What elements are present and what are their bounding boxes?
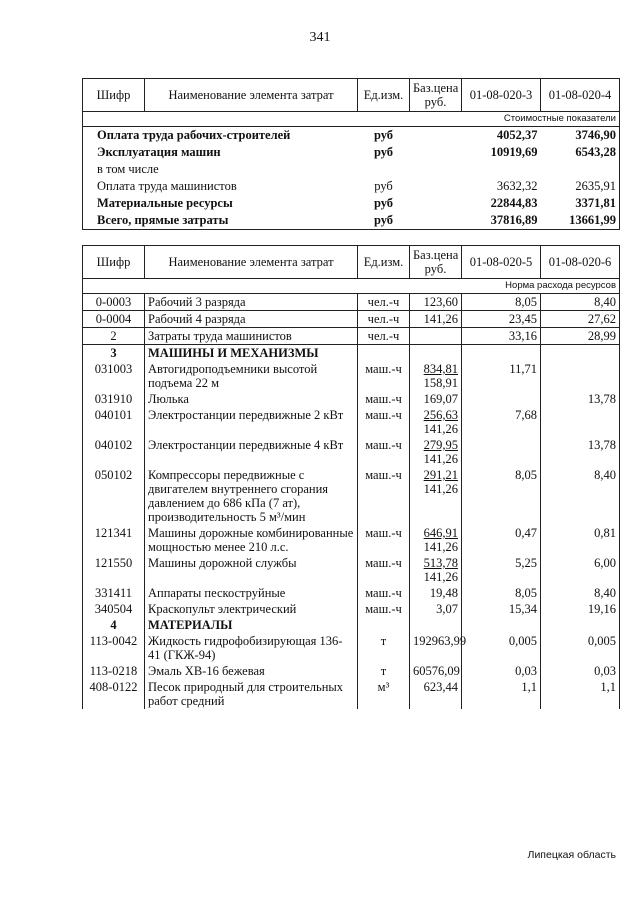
cell-value-2: 28,99 xyxy=(541,328,620,345)
cell-code: 121550 xyxy=(83,555,145,585)
table-row xyxy=(83,212,620,230)
cell-code: 040101 xyxy=(83,407,145,437)
header-code: Шифр xyxy=(83,246,145,279)
cell-value-2 xyxy=(541,617,620,633)
price-value: 646,91 xyxy=(423,526,458,540)
cell-value-2: 0,81 xyxy=(541,525,620,555)
table-row xyxy=(83,161,620,178)
cell-name: Электростанции передвижные 2 кВт xyxy=(145,407,358,437)
table-row xyxy=(83,633,620,663)
cell-code: в том числе xyxy=(83,161,358,178)
cell-name: Машины дорожной службы xyxy=(145,555,358,585)
section-row xyxy=(83,617,620,633)
table-row xyxy=(83,601,620,617)
table-row xyxy=(83,555,620,585)
cell-name: Краскопульт электрический xyxy=(145,601,358,617)
cell-unit xyxy=(358,617,410,633)
cell-code: 408-0122 xyxy=(83,679,145,709)
cell-value-1: 0,005 xyxy=(462,633,541,663)
header-base-price: Баз.цена руб. xyxy=(410,79,462,112)
cell-base-price xyxy=(410,555,462,585)
price-machinist-wage: 141,26 xyxy=(423,570,458,584)
cell-value-1 xyxy=(462,617,541,633)
table-row xyxy=(83,437,620,467)
cell-unit: руб xyxy=(373,196,394,210)
cell-name: Электростанции передвижные 4 кВт xyxy=(145,437,358,467)
price-value: 256,63 xyxy=(423,408,458,422)
price-value: 291,21 xyxy=(423,468,458,482)
cell-value-2: 6543,28 xyxy=(541,144,620,161)
resource-table-header xyxy=(83,246,620,279)
cell-unit: маш.-ч xyxy=(358,391,410,407)
cell-unit: маш.-ч xyxy=(358,361,410,391)
cell-unit: маш.-ч xyxy=(358,601,410,617)
cell-code: 340504 xyxy=(83,601,145,617)
cell-unit: чел.-ч xyxy=(358,311,410,328)
table-row xyxy=(83,178,620,195)
cell-base-price xyxy=(410,361,462,391)
cell-base-price xyxy=(410,391,462,407)
cell-value-1 xyxy=(462,437,541,467)
section-row xyxy=(83,345,620,362)
table-row xyxy=(83,311,620,328)
cell-value-2: 3746,90 xyxy=(541,127,620,145)
cell-value-2: 27,62 xyxy=(541,311,620,328)
cell-value-2: 13661,99 xyxy=(541,212,620,230)
cell-base-price xyxy=(410,679,462,709)
region-footer: Липецкая область xyxy=(527,849,616,861)
cell-unit xyxy=(358,161,410,178)
cell-code: 331411 xyxy=(83,585,145,601)
cell-unit: маш.-ч xyxy=(358,525,410,555)
cell-code: Оплата труда рабочих-строителей xyxy=(83,127,358,145)
table-row xyxy=(83,195,620,212)
cell-base-price xyxy=(410,633,467,663)
page-number: 341 xyxy=(309,30,331,45)
cell-unit: т xyxy=(358,663,410,679)
cell-value-2 xyxy=(541,361,620,391)
cell-name: Рабочий 4 разряда xyxy=(145,311,358,328)
cell-base-price xyxy=(410,345,462,362)
price-value: 169,07 xyxy=(423,392,458,406)
cell-base-price xyxy=(410,585,462,601)
cell-base-price xyxy=(410,144,462,161)
cell-base-price xyxy=(410,311,462,328)
cell-value-1: 5,25 xyxy=(462,555,541,585)
cost-table-header xyxy=(83,79,620,112)
cell-value-1 xyxy=(462,391,541,407)
cell-value-1: 7,68 xyxy=(462,407,541,437)
cell-code: 031910 xyxy=(83,391,145,407)
table-row xyxy=(83,144,620,161)
resource-table-body xyxy=(83,294,620,710)
price-value: 279,95 xyxy=(423,438,458,452)
header-col-1: 01-08-020-5 xyxy=(462,246,541,279)
table-row xyxy=(83,585,620,601)
cell-base-price xyxy=(410,127,462,145)
price-value: 19,48 xyxy=(429,586,458,600)
cell-unit: руб xyxy=(373,145,394,159)
cell-code: 040102 xyxy=(83,437,145,467)
cell-value-1: 1,1 xyxy=(462,679,541,709)
cell-value-1: 11,71 xyxy=(462,361,541,391)
cell-base-price xyxy=(410,601,462,617)
cell-value-2: 8,40 xyxy=(541,467,620,525)
cell-value-1: 10919,69 xyxy=(490,145,538,159)
cell-value-2: 13,78 xyxy=(541,391,620,407)
price-value: 123,60 xyxy=(423,295,458,309)
cell-value-2: 0,03 xyxy=(541,663,620,679)
subheader-label: Норма расхода ресурсов xyxy=(83,279,620,294)
cell-value-2: 2635,91 xyxy=(541,178,620,195)
table-row xyxy=(83,391,620,407)
table-row xyxy=(83,407,620,437)
cell-value-1 xyxy=(462,345,541,362)
cell-value-1: 4052,37 xyxy=(496,128,538,142)
cost-table xyxy=(82,78,620,230)
cell-value-2: 3371,81 xyxy=(541,195,620,212)
cell-value-1: 0,03 xyxy=(462,663,541,679)
cell-code: 031003 xyxy=(83,361,145,391)
cell-value-1: 15,34 xyxy=(462,601,541,617)
cell-base-price xyxy=(410,195,462,212)
cell-base-price xyxy=(410,467,462,525)
cell-value-1: 3632,32 xyxy=(496,179,538,193)
price-value: 3,07 xyxy=(436,602,458,616)
cell-name: Автогидроподъемники высотой подъема 22 м xyxy=(145,361,358,391)
cell-code: 0-0004 xyxy=(83,311,145,328)
cell-unit: маш.-ч xyxy=(358,585,410,601)
cell-base-price xyxy=(410,178,462,195)
cell-unit: маш.-ч xyxy=(358,467,410,525)
cell-value-1: 8,05 xyxy=(462,585,541,601)
table-row xyxy=(83,467,620,525)
cell-unit: маш.-ч xyxy=(358,437,410,467)
cell-base-price xyxy=(410,328,462,345)
cell-unit: маш.-ч xyxy=(358,407,410,437)
header-base-price: Баз.цена руб. xyxy=(410,246,462,279)
cell-value-1: 23,45 xyxy=(462,311,541,328)
cell-value-2: 19,16 xyxy=(541,601,620,617)
table-row xyxy=(83,525,620,555)
resource-table xyxy=(82,245,620,709)
cell-unit: м³ xyxy=(358,679,410,709)
cell-code: Оплата труда машинистов xyxy=(83,178,358,195)
cell-base-price xyxy=(410,437,462,467)
cell-value-1: 33,16 xyxy=(462,328,541,345)
header-name: Наименование элемента затрат xyxy=(145,246,358,279)
price-machinist-wage: 141,26 xyxy=(423,540,458,554)
cell-base-price xyxy=(410,212,462,230)
cell-code: 050102 xyxy=(83,467,145,525)
cell-value-2: 0,005 xyxy=(541,633,620,663)
cell-name: Аппараты пескоструйные xyxy=(145,585,358,601)
table-row xyxy=(83,127,620,145)
cell-base-price xyxy=(410,525,462,555)
cell-value-1: 0,47 xyxy=(462,525,541,555)
cell-base-price xyxy=(410,617,462,633)
header-col-2: 01-08-020-6 xyxy=(541,246,620,279)
cell-value-2 xyxy=(541,345,620,362)
cell-base-price xyxy=(410,294,462,311)
price-value: 60576,09 xyxy=(413,664,460,678)
table-row xyxy=(83,663,620,679)
cell-value-1: 37816,89 xyxy=(462,212,541,230)
cell-name: МАШИНЫ И МЕХАНИЗМЫ xyxy=(145,345,358,362)
price-machinist-wage: 158,91 xyxy=(423,376,458,390)
cell-unit: маш.-ч xyxy=(358,555,410,585)
cell-code: 2 xyxy=(83,328,145,345)
price-value: 623,44 xyxy=(423,680,458,694)
cost-table-body xyxy=(83,127,620,230)
table-row xyxy=(83,679,620,709)
cell-unit: чел.-ч xyxy=(358,328,410,345)
subheader-label: Стоимостные показатели xyxy=(83,112,620,127)
cell-value-2: 13,78 xyxy=(541,437,620,467)
cell-value-2: 1,1 xyxy=(541,679,620,709)
cell-code: Эксплуатация машин xyxy=(83,144,358,161)
cell-name: Компрессоры передвижные с двигателем внутреннего сгорания давлением до 686 кПа (7 ат), производительность 5 м³/мин xyxy=(145,467,358,525)
table-row xyxy=(83,328,620,345)
header-unit: Ед.изм. xyxy=(358,246,410,279)
cell-base-price xyxy=(410,407,462,437)
cell-unit: т xyxy=(358,633,410,663)
cell-code: Всего, прямые затраты xyxy=(83,212,358,230)
cell-value-1: 22844,83 xyxy=(490,196,538,210)
cell-unit: чел.-ч xyxy=(358,294,410,311)
price-value: 141,26 xyxy=(423,312,458,326)
cell-name: Рабочий 3 разряда xyxy=(145,294,358,311)
price-value: 192963,99 xyxy=(413,634,467,648)
header-code: Шифр xyxy=(83,79,145,112)
cell-code: 113-0218 xyxy=(83,663,145,679)
price-value: 513,78 xyxy=(423,556,458,570)
cell-code: 121341 xyxy=(83,525,145,555)
cell-code: 113-0042 xyxy=(83,633,145,663)
cell-code: 4 xyxy=(83,617,145,633)
cost-table-subheader xyxy=(83,112,620,127)
cell-base-price xyxy=(410,663,462,679)
header-col-2: 01-08-020-4 xyxy=(541,79,620,112)
header-col-1: 01-08-020-3 xyxy=(462,79,541,112)
cell-value-2: 8,40 xyxy=(541,585,620,601)
header-name: Наименование элемента затрат xyxy=(145,79,358,112)
cell-code: 0-0003 xyxy=(83,294,145,311)
price-value: 834,81 xyxy=(423,362,458,376)
table-row xyxy=(83,361,620,391)
resource-table-subheader xyxy=(83,279,620,294)
cell-value-2 xyxy=(541,161,620,178)
cell-unit: руб xyxy=(374,179,393,193)
cell-name: Песок природный для строительных работ средний xyxy=(145,679,358,709)
cell-value-1 xyxy=(462,161,541,178)
cell-value-1: 8,05 xyxy=(462,294,541,311)
cell-code: 3 xyxy=(83,345,145,362)
price-machinist-wage: 141,26 xyxy=(423,482,458,496)
header-unit: Ед.изм. xyxy=(358,79,410,112)
cell-value-2: 8,40 xyxy=(541,294,620,311)
cell-name: МАТЕРИАЛЫ xyxy=(145,617,358,633)
price-machinist-wage: 141,26 xyxy=(423,422,458,436)
cell-value-2 xyxy=(541,407,620,437)
cell-unit: руб xyxy=(358,212,410,230)
cell-name: Жидкость гидрофобизирующая 136-41 (ГКЖ-94) xyxy=(145,633,358,663)
table-row xyxy=(83,294,620,311)
price-machinist-wage: 141,26 xyxy=(423,452,458,466)
cell-code: Материальные ресурсы xyxy=(83,195,358,212)
cell-unit: руб xyxy=(373,128,394,142)
cell-name: Люлька xyxy=(145,391,358,407)
cell-base-price xyxy=(410,161,462,178)
cell-name: Затраты труда машинистов xyxy=(145,328,358,345)
cell-unit xyxy=(358,345,410,362)
cell-name: Эмаль ХВ-16 бежевая xyxy=(145,663,358,679)
cell-name: Машины дорожные комбинированные мощностью менее 210 л.с. xyxy=(145,525,358,555)
cell-value-1: 8,05 xyxy=(462,467,541,525)
cell-value-2: 6,00 xyxy=(541,555,620,585)
